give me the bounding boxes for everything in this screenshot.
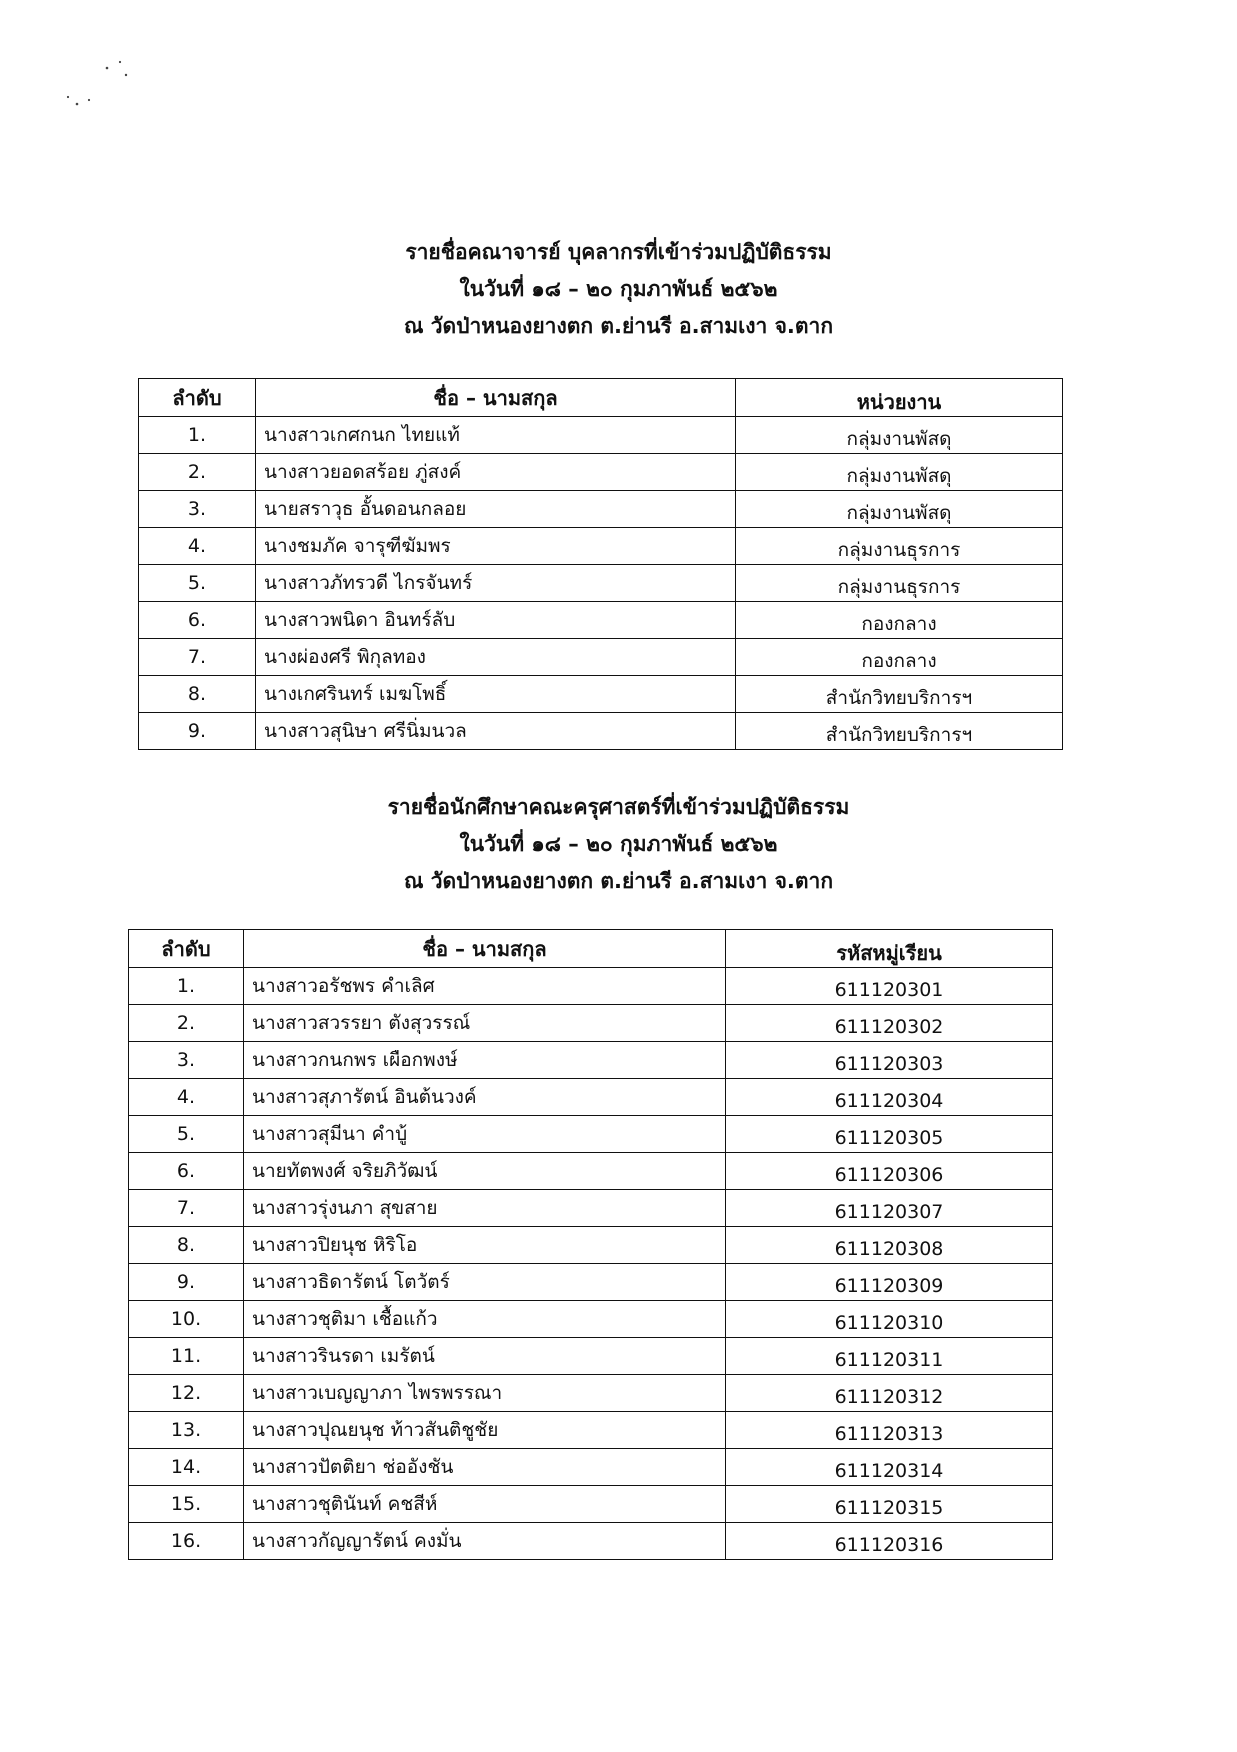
row-department: กลุ่มงานธุรการ xyxy=(736,565,1063,602)
table-row xyxy=(129,1338,1053,1375)
row-name: นางสาวปัตติยา ช่ออังชัน xyxy=(244,1449,726,1486)
row-name: นางสาวรินรดา เมรัตน์ xyxy=(244,1338,726,1375)
row-order: 3. xyxy=(129,1042,244,1079)
student-table-header xyxy=(129,930,1053,968)
row-department: กลุ่มงานพัสดุ xyxy=(736,454,1063,491)
row-name: นายทัตพงศ์ จริยภิวัฒน์ xyxy=(244,1153,726,1190)
row-order: 10. xyxy=(129,1301,244,1338)
row-order: 2. xyxy=(129,1005,244,1042)
row-department: กองกลาง xyxy=(736,602,1063,639)
table-row xyxy=(129,1375,1053,1412)
table-row xyxy=(129,1486,1053,1523)
row-name: นางสาวสวรรยา ตังสุวรรณ์ xyxy=(244,1005,726,1042)
table-row xyxy=(139,454,1063,491)
row-section-code: 611120308 xyxy=(726,1227,1053,1264)
row-order: 4. xyxy=(129,1079,244,1116)
row-order: 14. xyxy=(129,1449,244,1486)
row-section-code: 611120315 xyxy=(726,1486,1053,1523)
row-order: 1. xyxy=(139,417,256,454)
row-name: นางสาวเกศกนก ไทยแท้ xyxy=(256,417,736,454)
row-name: นางสาวพนิดา อินทร์ลับ xyxy=(256,602,736,639)
scan-specks xyxy=(60,55,150,115)
row-order: 5. xyxy=(129,1116,244,1153)
staff-list-title xyxy=(0,234,1237,345)
table-row xyxy=(139,713,1063,750)
student-title-line-2: ในวันที่ ๑๘ – ๒๐ กุมภาพันธ์ ๒๕๖๒ xyxy=(459,832,778,856)
table-row xyxy=(139,417,1063,454)
row-name: นางสาวชุตินันท์ คชสีห์ xyxy=(244,1486,726,1523)
row-name: นางเกศรินทร์ เมฆโพธิ์ xyxy=(256,676,736,713)
row-section-code: 611120305 xyxy=(726,1116,1053,1153)
table-row xyxy=(129,968,1053,1005)
row-name: นางสาวรุ่งนภา สุขสาย xyxy=(244,1190,726,1227)
header-name: ชื่อ – นามสกุล xyxy=(244,930,726,968)
row-order: 2. xyxy=(139,454,256,491)
row-order: 1. xyxy=(129,968,244,1005)
row-department: กลุ่มงานพัสดุ xyxy=(736,491,1063,528)
table-row xyxy=(129,1190,1053,1227)
row-department: กลุ่มงานธุรการ xyxy=(736,528,1063,565)
table-row xyxy=(129,1116,1053,1153)
student-list-title xyxy=(0,789,1237,900)
table-row xyxy=(129,1449,1053,1486)
table-row xyxy=(129,1079,1053,1116)
row-order: 6. xyxy=(139,602,256,639)
table-row xyxy=(139,528,1063,565)
row-order: 9. xyxy=(139,713,256,750)
row-section-code: 611120314 xyxy=(726,1449,1053,1486)
row-section-code: 611120302 xyxy=(726,1005,1053,1042)
staff-table xyxy=(138,378,1063,750)
header-section-code: รหัสหมู่เรียน xyxy=(726,930,1053,968)
row-order: 13. xyxy=(129,1412,244,1449)
row-section-code: 611120306 xyxy=(726,1153,1053,1190)
row-name: นางสาวกัญญารัตน์ คงมั่น xyxy=(244,1523,726,1560)
row-section-code: 611120310 xyxy=(726,1301,1053,1338)
row-name: นางสาวอรัชพร คำเลิศ xyxy=(244,968,726,1005)
row-section-code: 611120304 xyxy=(726,1079,1053,1116)
row-name: นางสาวธิดารัตน์ โตวัตร์ xyxy=(244,1264,726,1301)
row-name: นางสาวปิยนุช หิริโอ xyxy=(244,1227,726,1264)
row-department: กองกลาง xyxy=(736,639,1063,676)
row-name: นางชมภัค จารุฑีฆัมพร xyxy=(256,528,736,565)
row-name: นางสาวภัทรวดี ไกรจันทร์ xyxy=(256,565,736,602)
row-section-code: 611120307 xyxy=(726,1190,1053,1227)
staff-table-header xyxy=(139,379,1063,417)
staff-title-line-3: ณ วัดป่าหนองยางตก ต.ย่านรี อ.สามเงา จ.ตาก xyxy=(403,314,834,338)
row-order: 9. xyxy=(129,1264,244,1301)
row-order: 12. xyxy=(129,1375,244,1412)
row-section-code: 611120313 xyxy=(726,1412,1053,1449)
table-row xyxy=(129,1523,1053,1560)
row-order: 7. xyxy=(139,639,256,676)
row-department: กลุ่มงานพัสดุ xyxy=(736,417,1063,454)
row-section-code: 611120311 xyxy=(726,1338,1053,1375)
staff-title-line-2: ในวันที่ ๑๘ – ๒๐ กุมภาพันธ์ ๒๕๖๒ xyxy=(459,277,778,301)
row-order: 7. xyxy=(129,1190,244,1227)
table-row xyxy=(139,639,1063,676)
staff-title-line-1: รายชื่อคณาจารย์ บุคลากรที่เข้าร่วมปฏิบัติธรรม xyxy=(405,240,832,264)
table-row xyxy=(129,1042,1053,1079)
student-title-line-1: รายชื่อนักศึกษาคณะครุศาสตร์ที่เข้าร่วมปฏิบัติธรรม xyxy=(387,795,850,819)
row-name: นางสาวเบญญาภา ไพรพรรณา xyxy=(244,1375,726,1412)
header-order: ลำดับ xyxy=(139,379,256,417)
table-row xyxy=(129,1005,1053,1042)
row-name: นางสาวสุนิษา ศรีนิ่มนวล xyxy=(256,713,736,750)
header-order: ลำดับ xyxy=(129,930,244,968)
row-name: นางผ่องศรี พิกุลทอง xyxy=(256,639,736,676)
row-section-code: 611120316 xyxy=(726,1523,1053,1560)
row-order: 8. xyxy=(139,676,256,713)
row-section-code: 611120312 xyxy=(726,1375,1053,1412)
table-row xyxy=(139,565,1063,602)
row-section-code: 611120303 xyxy=(726,1042,1053,1079)
table-row xyxy=(129,1412,1053,1449)
row-name: นางสาวชุติมา เชื้อแก้ว xyxy=(244,1301,726,1338)
row-name: นางสาวสุมีนา คำบู้ xyxy=(244,1116,726,1153)
row-order: 4. xyxy=(139,528,256,565)
student-table xyxy=(128,929,1053,1560)
row-order: 6. xyxy=(129,1153,244,1190)
row-name: นางสาวสุภารัตน์ อินต้นวงค์ xyxy=(244,1079,726,1116)
row-order: 16. xyxy=(129,1523,244,1560)
row-name: นางสาวยอดสร้อย ภู่สงค์ xyxy=(256,454,736,491)
row-order: 11. xyxy=(129,1338,244,1375)
table-row xyxy=(139,602,1063,639)
row-name: นายสราวุธ อั้นดอนกลอย xyxy=(256,491,736,528)
row-order: 8. xyxy=(129,1227,244,1264)
row-section-code: 611120301 xyxy=(726,968,1053,1005)
table-row xyxy=(129,1227,1053,1264)
table-row xyxy=(129,1301,1053,1338)
row-order: 15. xyxy=(129,1486,244,1523)
row-name: นางสาวปุณยนุช ท้าวสันติชูชัย xyxy=(244,1412,726,1449)
row-department: สำนักวิทยบริการฯ xyxy=(736,713,1063,750)
header-name: ชื่อ – นามสกุล xyxy=(256,379,736,417)
row-section-code: 611120309 xyxy=(726,1264,1053,1301)
table-row xyxy=(139,676,1063,713)
table-row xyxy=(129,1264,1053,1301)
row-department: สำนักวิทยบริการฯ xyxy=(736,676,1063,713)
table-row xyxy=(139,491,1063,528)
row-name: นางสาวกนกพร เผือกพงษ์ xyxy=(244,1042,726,1079)
student-title-line-3: ณ วัดป่าหนองยางตก ต.ย่านรี อ.สามเงา จ.ตาก xyxy=(403,869,834,893)
table-row xyxy=(129,1153,1053,1190)
header-department: หน่วยงาน xyxy=(736,379,1063,417)
row-order: 5. xyxy=(139,565,256,602)
row-order: 3. xyxy=(139,491,256,528)
